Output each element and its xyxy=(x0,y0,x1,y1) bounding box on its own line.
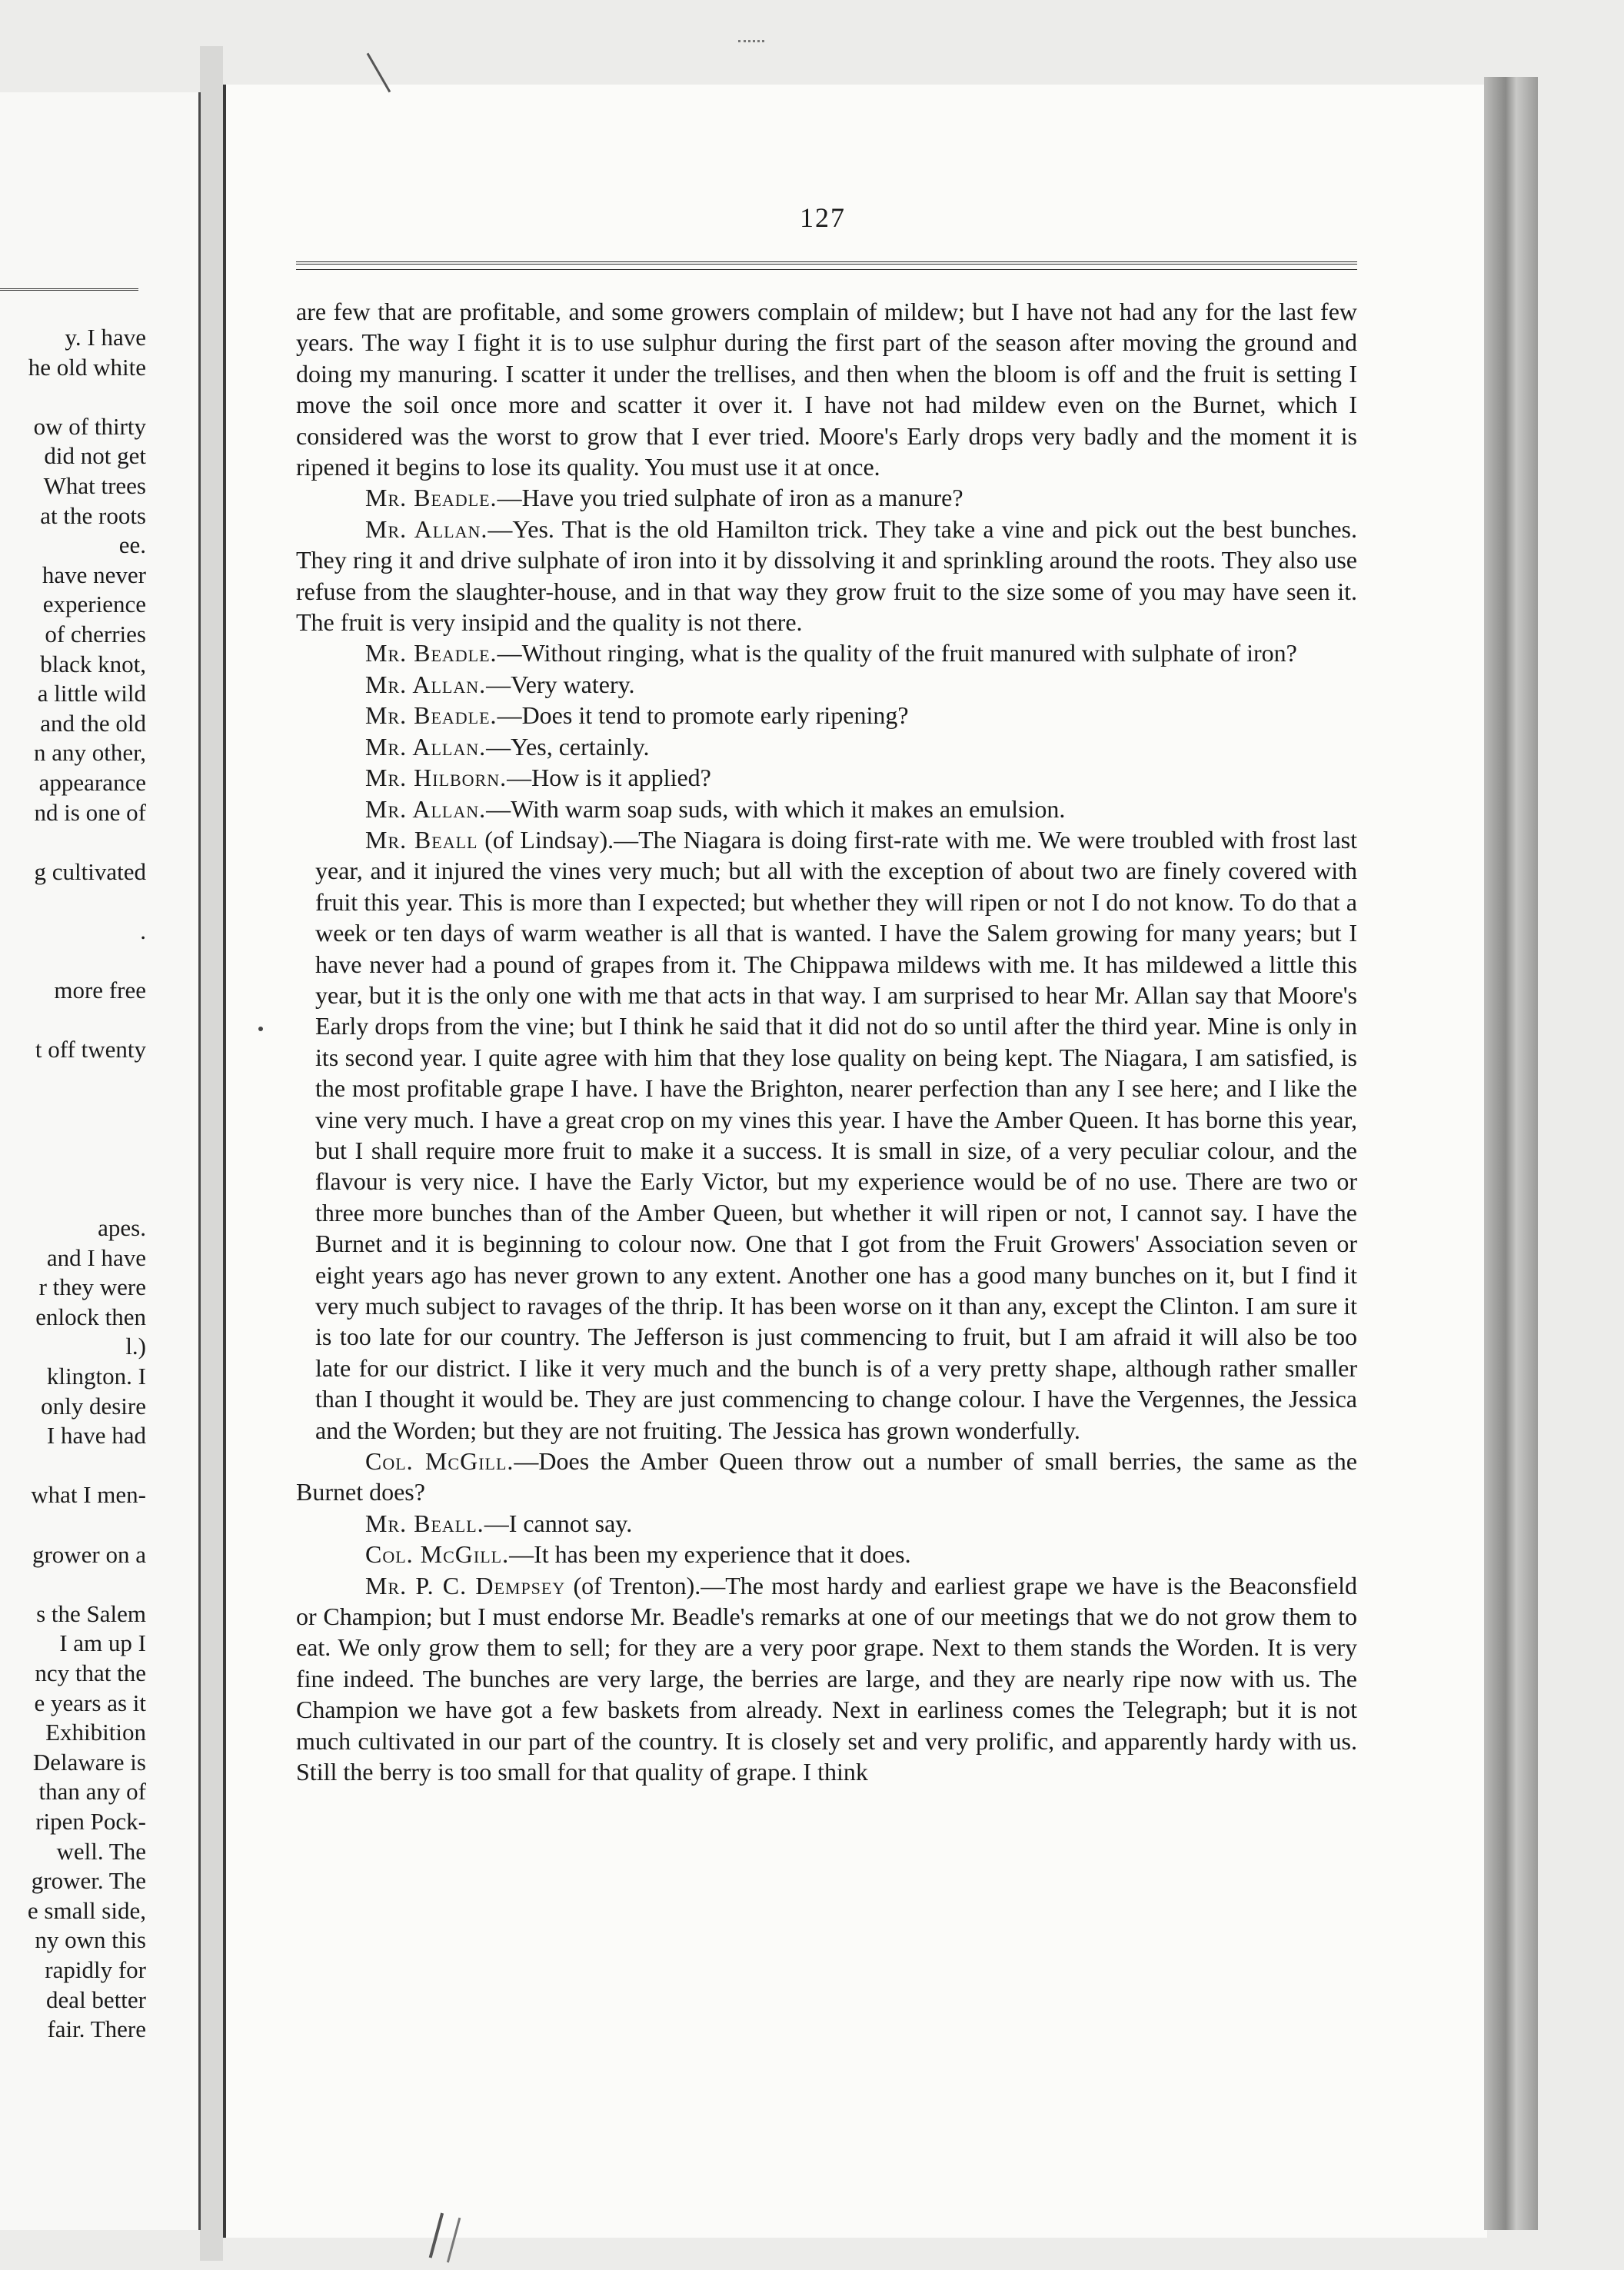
left-page-line: l.) xyxy=(125,1333,146,1360)
left-page-line: at the roots xyxy=(40,501,146,529)
speaker-name: Mr. Allan. xyxy=(365,732,487,761)
left-page-line: than any of xyxy=(38,1778,146,1806)
speaker-name: Mr. Beall xyxy=(365,825,478,854)
left-page-line: enlock then xyxy=(35,1303,146,1330)
left-page-line: t off twenty xyxy=(35,1036,146,1063)
paragraph xyxy=(296,1539,1357,1569)
left-page-line: ee. xyxy=(118,531,146,559)
paragraph xyxy=(296,514,1357,638)
left-page-line: r they were xyxy=(38,1273,146,1301)
paragraph-text: —How is it applied? xyxy=(507,764,711,792)
left-page-line: black knot, xyxy=(40,650,146,677)
left-page-line: ow of thirty xyxy=(33,412,146,440)
page-number: 127 xyxy=(800,202,846,233)
left-page-line: klington. I xyxy=(46,1363,146,1390)
left-page-line: ripen Pock- xyxy=(35,1808,146,1835)
left-page-line: what I men- xyxy=(31,1481,146,1509)
paragraph-text: are few that are profitable, and some growers complain of mildew; but I have not had any for the last few years. The way I fight it is to use sulphur during the first part of the season after moving the ground and doing my manuring. I scatter it under the trellises, and then when the bloom is off and the fruit is setting I move the soil once more and scatter it over it. I have not had mildew even on the Burnet, which I considered was the worst to grow that I ever tried. Moore's Early drops very badly and the moment it is ripened it begins to lose its quality. You must use it at once. xyxy=(296,298,1357,481)
margin-dot xyxy=(258,1027,263,1031)
paragraph xyxy=(296,824,1357,1446)
left-page-line: only desire xyxy=(41,1392,146,1420)
left-page-line: I am up I xyxy=(59,1629,146,1657)
left-page-line: apes. xyxy=(98,1214,146,1241)
paragraph-text: —It has been my experience that it does. xyxy=(509,1540,911,1569)
left-page-line: and the old xyxy=(40,709,146,737)
paragraph-text: —With warm soap suds, with which it makes an emulsion. xyxy=(486,794,1066,823)
paragraph xyxy=(296,669,1357,700)
left-page-line: Exhibition xyxy=(45,1719,146,1746)
header-rule xyxy=(296,261,1357,270)
speaker-name: Mr. P. C. Dempsey xyxy=(365,1571,566,1599)
book-gutter xyxy=(200,46,223,2261)
paragraph-text: —Does it tend to promote early ripening? xyxy=(497,701,909,730)
paragraph-text: —Very watery. xyxy=(486,670,635,698)
left-page-line: grower. The xyxy=(31,1867,146,1895)
left-page-line: Delaware is xyxy=(32,1748,146,1776)
speaker-name: Mr. Beadle. xyxy=(365,701,498,730)
speaker-name: Mr. Allan. xyxy=(365,670,487,698)
left-page-line: What trees xyxy=(43,472,146,499)
paragraph-text: —Without ringing, what is the quality of the fruit manured with sulphate of iron? xyxy=(497,639,1297,667)
left-page-line: he old white xyxy=(28,353,146,381)
left-page-line: n any other, xyxy=(34,739,146,767)
speaker-name: Mr. Beall. xyxy=(365,1509,484,1537)
paragraph xyxy=(296,1570,1357,1788)
page-edge xyxy=(1484,77,1538,2230)
left-page-line: more free xyxy=(54,977,146,1004)
left-page-line: y. I have xyxy=(65,324,146,351)
paragraph xyxy=(296,1446,1357,1508)
paragraph xyxy=(296,1508,1357,1539)
speaker-name: Col. McGill. xyxy=(365,1540,510,1569)
left-page-line: e small side, xyxy=(27,1896,146,1924)
left-page-line: nd is one of xyxy=(34,798,146,826)
left-page-line: ny own this xyxy=(35,1926,146,1954)
left-page-line: have never xyxy=(42,561,146,588)
paragraph xyxy=(296,482,1357,513)
left-page-line: a little wild xyxy=(37,680,146,707)
speaker-name: Mr. Beadle. xyxy=(365,639,498,667)
left-page-line: appearance xyxy=(38,769,146,796)
paragraph xyxy=(296,700,1357,731)
left-page-line: fair. There xyxy=(47,2015,146,2043)
speaker-name: Mr. Beadle. xyxy=(365,484,498,512)
paragraph xyxy=(296,731,1357,762)
paragraph-text: —Have you tried sulphate of iron as a manure? xyxy=(497,484,963,512)
paragraph-text: (of Lindsay).—The Niagara is doing first-rate with me. We were troubled with frost last year, and it injured the vines very much; but all with the exception of about two are finely covered with fruit this year. This is more than I expected; but whether they will ripen or not I do not know. To do that a week or ten days of warm weather is all that is wanted. I have the Salem growing for many years; but I have never had a pound of grapes from it. The Chippawa mildews with me. It has mildewed a little this year, but it is the only one with me that acts in that way. I am surprised to hear Mr. Allan say that Moore's Early drops from the vine; but I think he said that it did not do so until after the third year. Mine is only in its second year. I quite agree with him that they lose quality on being kept. The Niagara, I am satisfied, is the most profitable grape I have. I have the Brighton, nearer perfection than any I see here; and I like the vine very much. I have a great crop on my vines this year. I have the Amber Queen. It has borne this year, but I shall require more fruit to make it a success. It is small in size, of a very peculiar colour, and the flavour is very nice. I have the Early Victor, but my experience would be of no use. There are two or three more bunches than of the Amber Queen, but whether it will ripen or not, I cannot say. I have the Burnet and it is beginning to colour now. One that I got from the Fruit Growers' Association seven or eight years ago has never grown to any extent. Another one has a good many bunches on it, but I find it very much subject to ravages of the thrip. It has been worse on it than any, except the Clinton. I am sure it is too late for our country. The Jefferson is just commencing to fruit, but I am afraid it will also be too late for our district. I like it very much and the bunch is of a very pretty shape, although rather smaller than I thought it would be. They are just commencing to change colour. I have the Vergennes, the Jessica and the Worden; but they are not fruiting. The Jessica has grown wonderfully. xyxy=(315,825,1357,1444)
left-page-line: g cultivated xyxy=(34,857,146,885)
speaker-name: Mr. Allan. xyxy=(365,794,487,823)
paragraph-text: —I cannot say. xyxy=(484,1509,633,1537)
left-page-line: ncy that the xyxy=(35,1659,146,1686)
left-page-rule xyxy=(0,288,138,291)
speaker-name: Mr. Hilborn. xyxy=(365,764,508,792)
paragraph-text: (of Trenton).—The most hardy and earliest grape we have is the Beaconsfield or Champion; but I must endorse Mr. Beadle's remarks at one of our meetings that we do not grow them to eat. We only grow them to sell; for they are a very poor grape. Next to them stands the Worden. It is very fine indeed. The bunches are very large, the berries are large, and they are nearly ripe now with us. The Champion we have got a few baskets from already. Next in earliness comes the Telegraph; but it is not much cultivated in our part of the country. It is closely set and very prolific, and apparently hardy with us. Still the berry is too small for that quality of grape. I think xyxy=(296,1571,1357,1786)
left-page-line: rapidly for xyxy=(45,1956,146,1983)
left-page-line: experience xyxy=(42,591,146,618)
left-page xyxy=(0,92,201,2230)
body-text xyxy=(296,296,1357,1788)
paragraph-text: —Does the Amber Queen throw out a number of small berries, the same as the Burnet does? xyxy=(296,1447,1358,1506)
left-page-line: . xyxy=(140,917,146,944)
paragraph-text: —Yes. That is the old Hamilton trick. They take a vine and pick out the best bunches. They ring it and drive sulphate of iron into it by dissolving it and sprinkling around the roots. They also use refuse from the slaughter-house, and in that way they grow fruit to the size some of you may have seen it. The fruit is very insipid and the quality is not there. xyxy=(296,514,1358,637)
left-page-line: and I have xyxy=(46,1243,146,1271)
left-page-line: well. The xyxy=(56,1837,146,1865)
left-page-line: of cherries xyxy=(45,621,146,647)
left-page-line: e years as it xyxy=(34,1689,146,1716)
paragraph xyxy=(296,794,1357,824)
paragraph xyxy=(296,762,1357,793)
paragraph xyxy=(296,296,1357,482)
speaker-name: Col. McGill. xyxy=(365,1447,514,1476)
speaker-name: Mr. Allan. xyxy=(365,514,488,543)
scan-mark xyxy=(738,40,764,48)
left-page-line: s the Salem xyxy=(36,1599,146,1627)
paragraph-text: —Yes, certainly. xyxy=(486,732,650,761)
paragraph xyxy=(296,637,1357,668)
left-page-line: grower on a xyxy=(32,1540,146,1568)
left-page-line: deal better xyxy=(46,1985,146,2013)
left-page-line: did not get xyxy=(44,442,146,470)
left-page-line: I have had xyxy=(46,1422,146,1450)
